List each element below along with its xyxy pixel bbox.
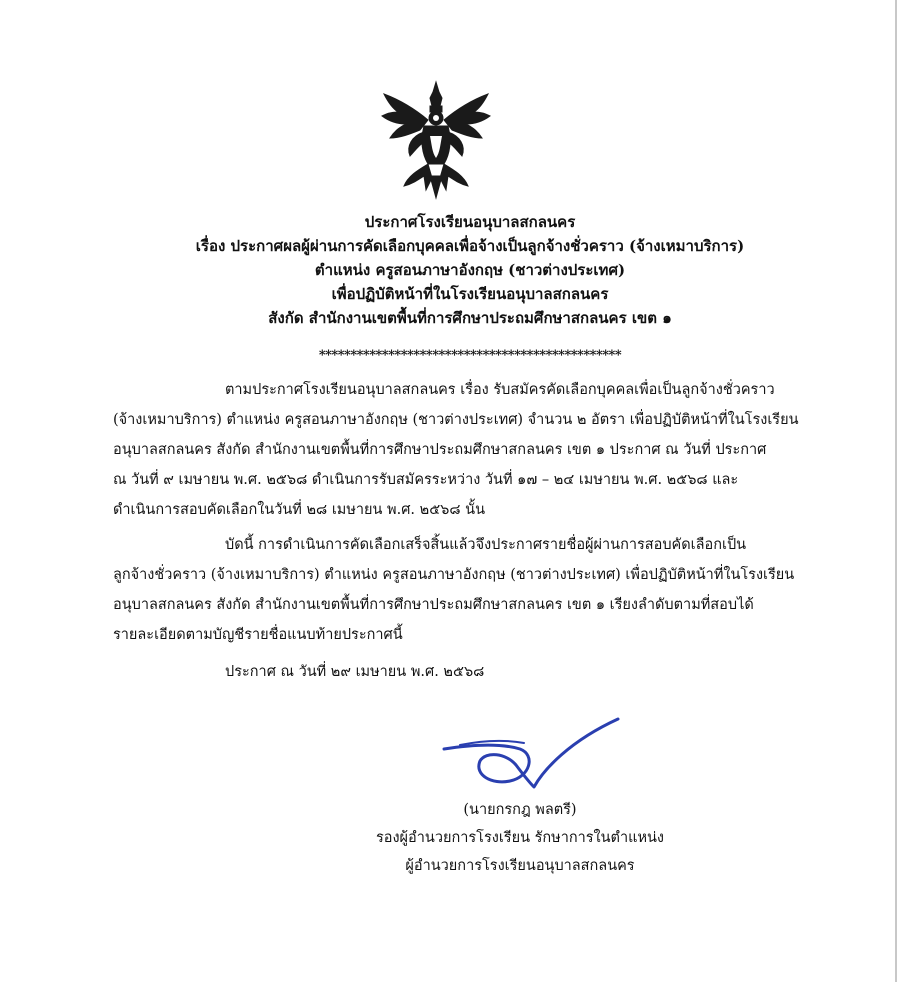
paragraph-line: ลูกจ้างชั่วคราว (จ้างเหมาบริการ) ตำแหน่ง ครูสอนภาษาอังกฤษ (ชาวต่างประเทศ) เพื่อปฏิบัติหน้าที่ในโรงเรียน [113,567,795,583]
paragraph-line: บัดนี้ การดำเนินการคัดเลือกเสร็จสิ้นแล้วจึงประกาศรายชื่อผู้ผ่านการสอบคัดเลือกเป็น [225,537,747,553]
page-edge [895,0,897,982]
signer-title: รองผู้อำนวยการโรงเรียน รักษาการในตำแหน่ง [375,830,665,846]
garuda-emblem-icon [378,80,494,200]
announced-date: ประกาศ ณ วันที่ ๒๙ เมษายน พ.ศ. ๒๕๖๘ [225,664,485,680]
paragraph-line: ณ วันที่ ๙ เมษายน พ.ศ. ๒๕๖๘ ดำเนินการรับสมัครระหว่าง วันที่ ๑๗ – ๒๔ เมษายน พ.ศ. ๒๕๖๘ และ [113,472,739,488]
signer-title-acting: ผู้อำนวยการโรงเรียนอนุบาลสกลนคร [405,858,635,874]
paragraph-line: อนุบาลสกลนคร สังกัด สำนักงานเขตพื้นที่การศึกษาประถมศึกษาสกลนคร เขต ๑ เรียงลำดับตามที่สอบได้ [113,597,754,613]
signer-block [360,796,680,880]
announcement-subject: เรื่อง ประกาศผลผู้ผ่านการคัดเลือกบุคคลเพื่อจ้างเป็นลูกจ้างชั่วคราว (จ้างเหมาบริการ) [195,237,745,255]
paragraph-result [113,530,823,650]
paragraph-line: อนุบาลสกลนคร สังกัด สำนักงานเขตพื้นที่การศึกษาประถมศึกษาสกลนคร เขต ๑ ประกาศ ณ วันที่ ประกาศ [113,442,767,458]
paragraph-line: รายละเอียดตามบัญชีรายชื่อแนบท้ายประกาศนี้ [113,627,403,643]
announcement-affiliation: สังกัด สำนักงานเขตพื้นที่การศึกษาประถมศึกษาสกลนคร เขต ๑ [268,309,672,327]
header-separator: ************************************************ [318,348,622,363]
paragraph-background [113,375,823,525]
signer-name: (นายกรกฎ พลตรี) [463,802,577,818]
paragraph-line: ตามประกาศโรงเรียนอนุบาลสกลนคร เรื่อง รับสมัครคัดเลือกบุคคลเพื่อเป็นลูกจ้างชั่วคราว [225,382,775,398]
announcement-purpose: เพื่อปฏิบัติหน้าที่ในโรงเรียนอนุบาลสกลนคร [331,285,609,303]
signature-icon [440,715,630,795]
announcement-position: ตำแหน่ง ครูสอนภาษาอังกฤษ (ชาวต่างประเทศ) [314,261,626,279]
paragraph-line: (จ้างเหมาบริการ) ตำแหน่ง ครูสอนภาษาอังกฤษ (ชาวต่างประเทศ) จำนวน ๒ อัตรา เพื่อปฏิบัติหน้าที่ในโรงเรียน [113,412,799,428]
paragraph-line: ดำเนินการสอบคัดเลือกในวันที่ ๒๘ เมษายน พ.ศ. ๒๕๖๘ นั้น [113,502,486,518]
announcement-title: ประกาศโรงเรียนอนุบาลสกลนคร [364,213,576,231]
document-header [150,210,790,330]
